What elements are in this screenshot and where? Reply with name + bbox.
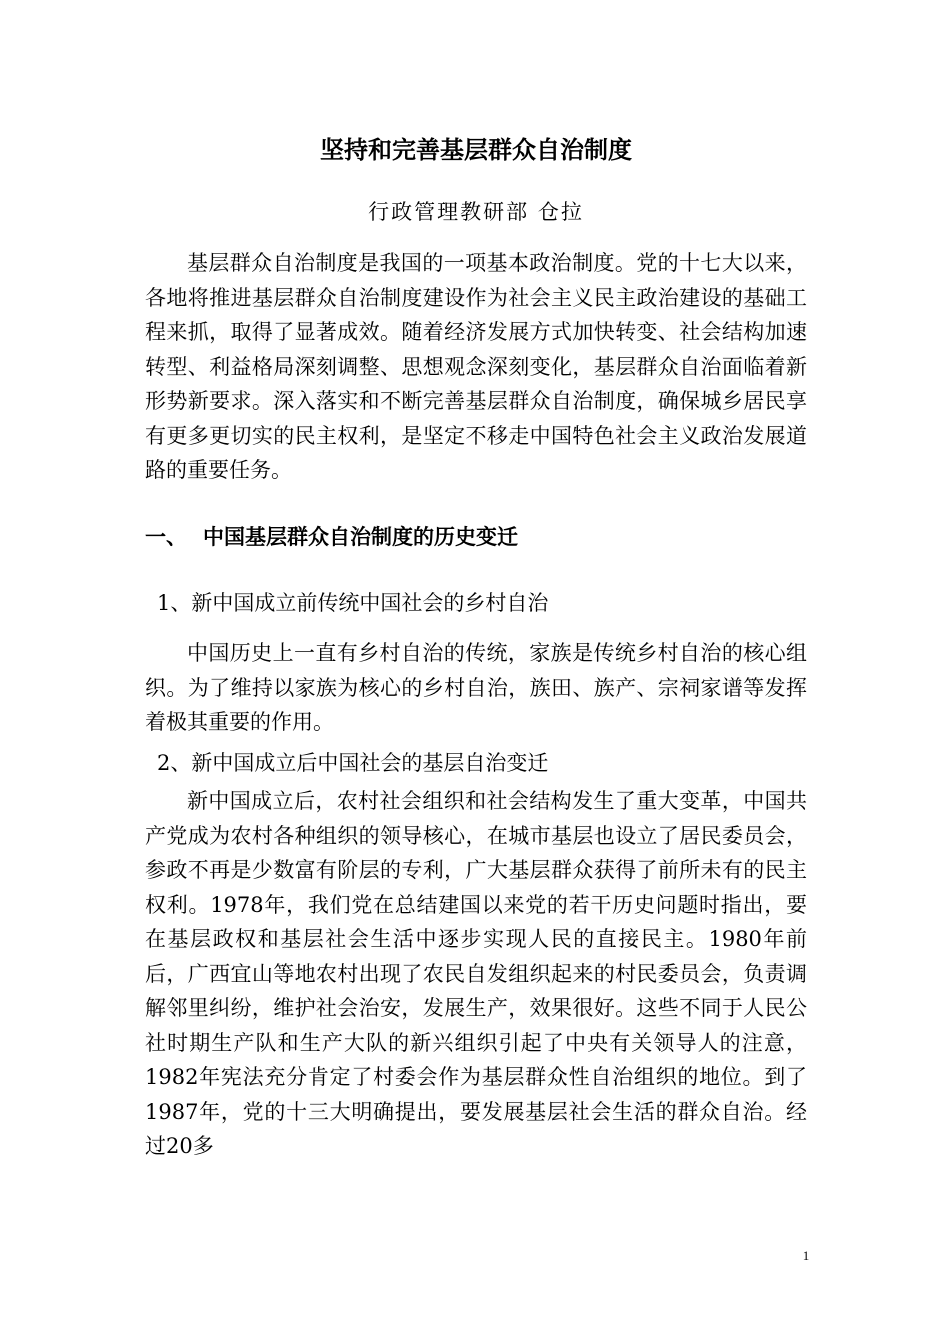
author-line: 行政管理教研部 仓拉 xyxy=(368,200,584,224)
paragraph-1: 中国历史上一直有乡村自治的传统，家族是传统乡村自治的核心组织。为了维持以家族为核心的乡村自治，族田、族产、宗祠家谱等发挥着极其重要的作用。 xyxy=(145,641,807,734)
section-heading xyxy=(145,520,807,554)
document-page xyxy=(145,0,807,1344)
subheading-2: 2、新中国成立后中国社会的基层自治变迁 xyxy=(157,751,549,775)
page-number: 1 xyxy=(802,1248,810,1263)
intro-paragraph: 基层群众自治制度是我国的一项基本政治制度。党的十七大以来，各地将推进基层群众自治制度建设作为社会主义民主政治建设的基础工程来抓，取得了显著成效。随着经济发展方式加快转变、社会结构加速转型、利益格局深刻调整、思想观念深刻变化，基层群众自治面临着新形势新要求。深入落实和不断完善基层群众自治制度，确保城乡居民享有更多更切实的民主权利，是坚定不移走中国特色社会主义政治发展道路的重要任务。 xyxy=(145,251,807,482)
paragraph-2: 新中国成立后，农村社会组织和社会结构发生了重大变革，中国共产党成为农村各种组织的领导核心，在城市基层也设立了居民委员会，参政不再是少数富有阶层的专利，广大基层群众获得了前所未有的民主权利。1978年，我们党在总结建国以来党的若干历史问题时指出，要在基层政权和基层社会生活中逐步实现人民的直接民主。1980年前后，广西宜山等地农村出现了农民自发组织起来的村民委员会，负责调解邻里纠纷，维护社会治安，发展生产，效果很好。这些不同于人民公社时期生产队和生产大队的新兴组织引起了中央有关领导人的注意，1982年宪法充分肯定了村委会作为基层群众性自治组织的地位。到了1987年，党的十三大明确提出，要发展基层社会生活的群众自治。经过20多 xyxy=(145,789,807,1158)
document-title: 坚持和完善基层群众自治制度 xyxy=(320,136,632,164)
subheading-1: 1、新中国成立前传统中国社会的乡村自治 xyxy=(157,591,549,615)
section-heading-text: 中国基层群众自治制度的历史变迁 xyxy=(203,525,518,549)
section-number: 一、 xyxy=(145,525,187,549)
